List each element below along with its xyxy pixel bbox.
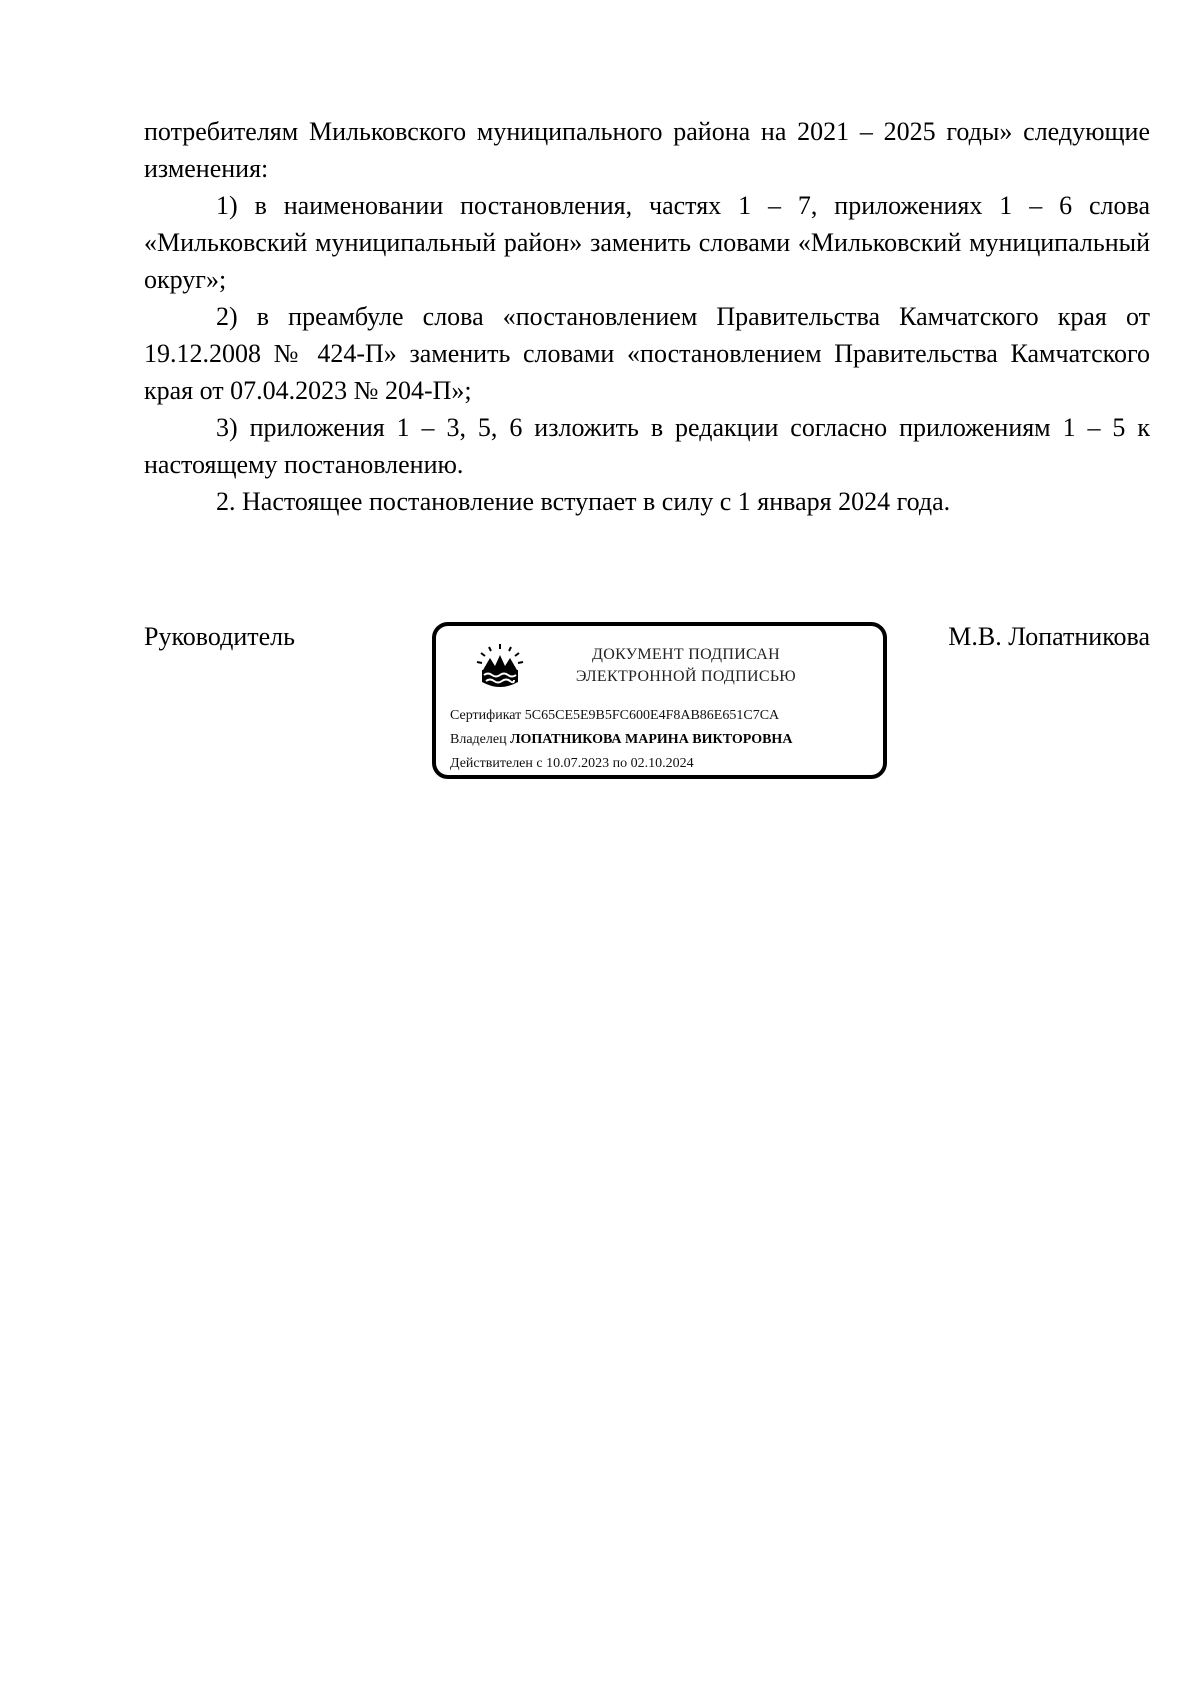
stamp-owner-row — [450, 728, 880, 752]
paragraph-item-3: 3) приложения 1 – 3, 5, 6 изложить в редакции согласно приложениям 1 – 5 к настоящему постановлению. — [144, 413, 1150, 479]
certificate-value: 5C65CE5E9B5FC600E4F8AB86E651C7CA — [524, 708, 780, 723]
certificate-label: Сертификат — [450, 708, 522, 723]
signatory-name: М.В. Лопатникова — [948, 622, 1150, 651]
stamp-certificate-row — [450, 704, 880, 728]
stamp-validity-row — [450, 752, 880, 776]
coat-of-arms-icon — [474, 642, 526, 694]
stamp-title — [536, 644, 836, 688]
paragraph-item-2: 2) в преамбуле слова «постановлением Правительства Камчатского края от 19.12.2008 № 424-П» заменить словами «постановлением Правительства Камчатского края от 07.04.2023 № 204-П»; — [144, 302, 1150, 405]
valid-from-prefix: с — [536, 756, 543, 771]
paragraph-item-1: 1) в наименовании постановления, частях 1 – 7, приложениях 1 – 6 слова «Мильковский муниципальный район» заменить словами «Мильковский муниципальный округ»; — [144, 191, 1150, 294]
electronic-signature-stamp — [432, 622, 887, 779]
signatory-role: Руководитель — [144, 622, 295, 651]
document-body — [144, 113, 1150, 520]
stamp-title-line-2: ЭЛЕКТРОННОЙ ПОДПИСЬЮ — [575, 668, 797, 685]
paragraph-effective-date: 2. Настоящее постановление вступает в силу с 1 января 2024 года. — [216, 487, 951, 516]
owner-label: Владелец — [450, 732, 507, 747]
stamp-title-line-1: ДОКУМЕНТ ПОДПИСАН — [592, 646, 780, 663]
valid-to-prefix: по — [612, 756, 628, 771]
valid-from-date: 10.07.2023 — [546, 756, 610, 771]
owner-value: ЛОПАТНИКОВА МАРИНА ВИКТОРОВНА — [510, 732, 793, 747]
paragraph-continuation: потребителям Мильковского муниципального района на 2021 – 2025 годы» следующие изменения: — [144, 117, 1150, 183]
valid-to-date: 02.10.2024 — [630, 756, 694, 771]
signature-block — [144, 618, 1150, 784]
valid-label: Действителен — [450, 756, 533, 771]
stamp-details — [450, 704, 880, 776]
